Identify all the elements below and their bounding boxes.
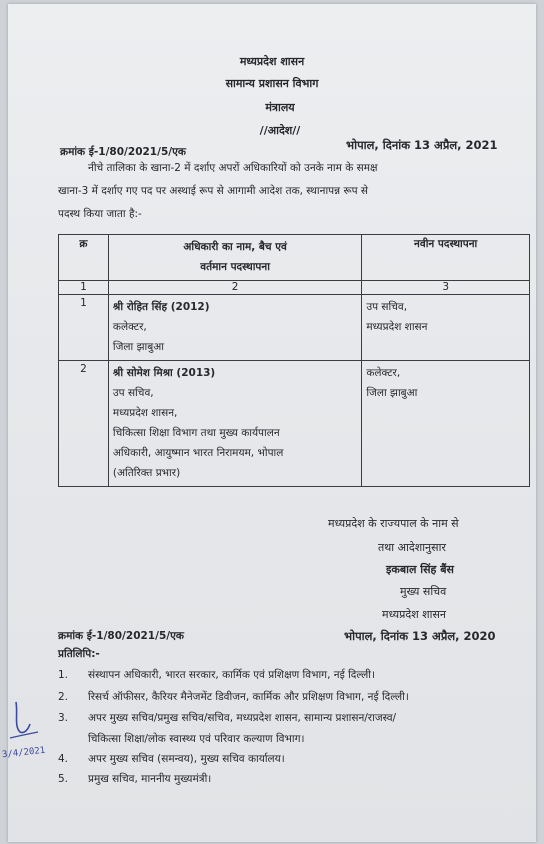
order-number: क्रमांक ई-1/80/2021/5/एक (60, 146, 186, 158)
list-item-continuation: चिकित्सा शिक्षा/लोक स्वास्थ्य एवं परिवार कल्याण विभाग। (88, 733, 305, 745)
row-serial: 1 (59, 295, 109, 361)
secretariat: मंत्रालय (265, 101, 295, 114)
order-title: //आदेश// (259, 124, 301, 137)
header-new-posting: नवीन पदस्थापना (362, 235, 530, 281)
officer-name: श्री सोमेश मिश्रा (2013) (112, 367, 216, 379)
order-date: भोपाल, दिनांक 13 अप्रैल, 2021 (346, 138, 498, 152)
intro-line-1: नीचे तालिका के खाना-2 में दर्शाए अपरों अधिकारियों को उनके नाम के समक्ष (88, 162, 378, 174)
intro-line-2: खाना-3 में दर्शाए गए पद पर अस्थाई रूप से आगामी आदेश तक, स्थानापन्न रूप से (58, 185, 369, 197)
signatory-name: इकबाल सिंह बैंस (386, 563, 454, 576)
handwritten-initial-mark (8, 694, 58, 774)
intro-line-3: पदस्थ किया जाता है:- (58, 208, 142, 220)
department-name: सामान्य प्रशासन विभाग (225, 77, 319, 90)
list-item: 3. अपर मुख्य सचिव/प्रमुख सचिव/सचिव, मध्यप्रदेश शासन, सामान्य प्रशासन/राजस्व/ (58, 712, 397, 724)
copy-to-title: प्रतिलिपि:- (58, 648, 100, 660)
signatory-designation: मुख्य सचिव (400, 585, 447, 598)
col-number: 1 (59, 281, 109, 295)
col-number: 2 (108, 281, 361, 295)
table-header-row (59, 235, 530, 281)
list-item: 5. प्रमुख सचिव, माननीय मुख्यमंत्री। (58, 773, 212, 785)
handwritten-date: 3/4/2021 (1, 745, 46, 761)
posting-table (58, 234, 530, 487)
officer-details: श्री सोमेश मिश्रा (2013) उप सचिव, मध्यप्रदेश शासन, चिकित्सा शिक्षा विभाग तथा मुख्य कार्यपालन अधिकारी, आयुष्मान भारत निरामयम, भोपाल (अतिरिक्त प्रभार) (108, 361, 361, 487)
row-serial: 2 (59, 361, 109, 487)
officer-name: श्री रोहित सिंह (2012) (112, 301, 210, 313)
signatory-office: मध्यप्रदेश शासन (382, 608, 447, 621)
list-item: 4. अपर मुख्य सचिव (समन्वय), मुख्य सचिव कार्यालय। (58, 753, 285, 765)
header-serial: क्र (59, 235, 109, 281)
copy-order-date: भोपाल, दिनांक 13 अप्रैल, 2020 (344, 629, 496, 643)
table-column-numbers (59, 281, 530, 295)
govt-name: मध्यप्रदेश शासन (239, 55, 305, 68)
copy-order-number: क्रमांक ई-1/80/2021/5/एक (58, 630, 184, 642)
document-page (1, 4, 536, 842)
table-row (59, 361, 530, 487)
list-item: 2. रिसर्च ऑफीसर, कैरियर मैनेजमेंट डिवीजन, कार्मिक और प्रशिक्षण विभाग, नई दिल्ली। (58, 691, 409, 703)
col-number: 3 (362, 281, 530, 295)
new-posting: उप सचिव, मध्यप्रदेश शासन (362, 295, 530, 361)
header-officer: अधिकारी का नाम, बैच एवं वर्तमान पदस्थापना (108, 235, 361, 281)
signature-line-2: तथा आदेशानुसार (378, 541, 446, 554)
list-item: 1. संस्थापन अधिकारी, भारत सरकार, कार्मिक एवं प्रशिक्षण विभाग, नई दिल्ली। (58, 669, 375, 681)
officer-details: श्री रोहित सिंह (2012) कलेक्टर, जिला झाबुआ (108, 295, 361, 361)
signature-line-1: मध्यप्रदेश के राज्यपाल के नाम से (328, 517, 459, 530)
new-posting: कलेक्टर, जिला झाबुआ (362, 361, 530, 487)
table-row (59, 295, 530, 361)
